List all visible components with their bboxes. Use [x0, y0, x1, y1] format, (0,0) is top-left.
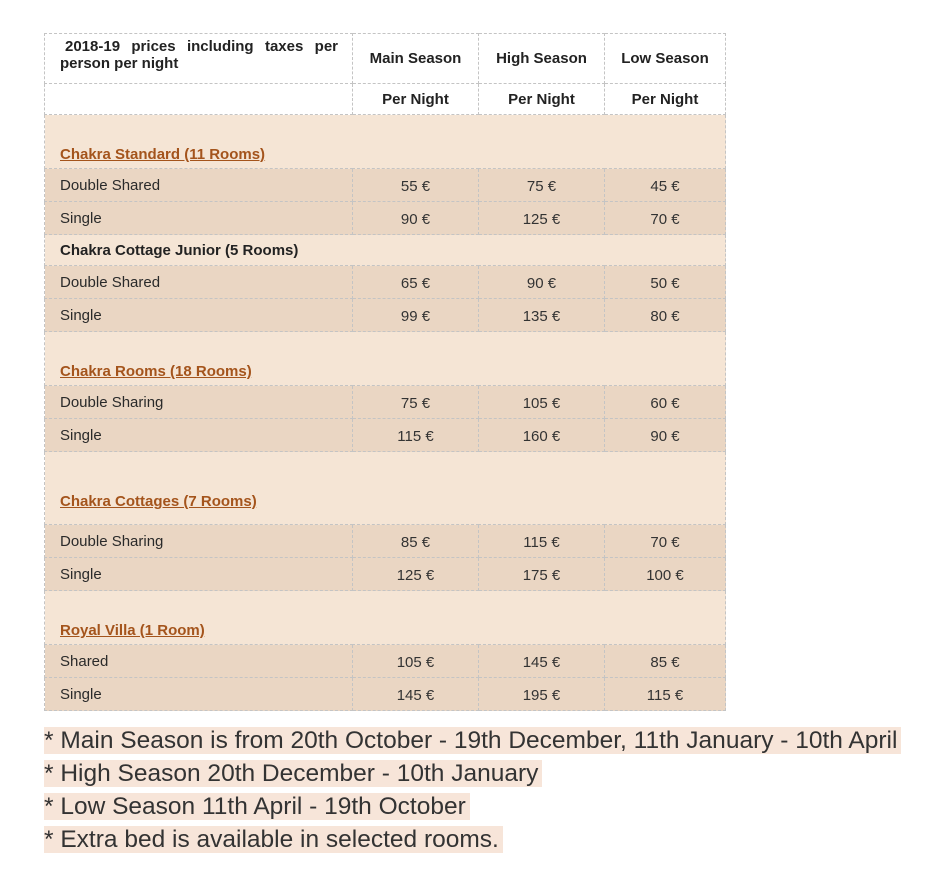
price-low-season: 80 €	[605, 299, 726, 332]
price-high-season: 90 €	[479, 266, 605, 299]
section-title-link[interactable]: Chakra Standard (11 Rooms)	[45, 115, 726, 169]
room-type-label: Double Sharing	[45, 386, 353, 419]
col-subheader-per-night: Per Night	[479, 84, 605, 115]
section-header-row	[45, 115, 726, 169]
price-main-season: 75 €	[353, 386, 479, 419]
price-main-season: 115 €	[353, 419, 479, 452]
price-high-season: 125 €	[479, 202, 605, 235]
price-low-season: 60 €	[605, 386, 726, 419]
table-row	[45, 645, 726, 678]
section-header-row	[45, 332, 726, 386]
price-main-season: 105 €	[353, 645, 479, 678]
table-row	[45, 266, 726, 299]
price-low-season: 45 €	[605, 169, 726, 202]
price-high-season: 195 €	[479, 678, 605, 711]
col-subheader-per-night: Per Night	[605, 84, 726, 115]
col-header-low-season: Low Season	[605, 34, 726, 84]
header-row-per-night	[45, 84, 726, 115]
price-main-season: 85 €	[353, 525, 479, 558]
table-row	[45, 558, 726, 591]
section-header-row	[45, 452, 726, 525]
section-title-link[interactable]: Chakra Cottages (7 Rooms)	[45, 452, 726, 525]
price-main-season: 90 €	[353, 202, 479, 235]
room-type-label: Single	[45, 299, 353, 332]
table-row	[45, 419, 726, 452]
note-line: * Extra bed is available in selected rooms.	[44, 823, 901, 856]
section-title: Chakra Cottage Junior (5 Rooms)	[45, 235, 726, 266]
price-table	[44, 33, 726, 711]
section-header-row	[45, 591, 726, 645]
room-type-label: Double Shared	[45, 266, 353, 299]
col-header-high-season: High Season	[479, 34, 605, 84]
col-header-main-season: Main Season	[353, 34, 479, 84]
section-header-row	[45, 235, 726, 266]
price-main-season: 125 €	[353, 558, 479, 591]
price-high-season: 115 €	[479, 525, 605, 558]
room-type-label: Single	[45, 419, 353, 452]
price-main-season: 99 €	[353, 299, 479, 332]
price-high-season: 175 €	[479, 558, 605, 591]
price-low-season: 70 €	[605, 202, 726, 235]
price-high-season: 160 €	[479, 419, 605, 452]
header-row-seasons	[45, 34, 726, 84]
room-type-label: Double Sharing	[45, 525, 353, 558]
table-row	[45, 525, 726, 558]
price-low-season: 115 €	[605, 678, 726, 711]
room-type-label: Single	[45, 558, 353, 591]
price-high-season: 105 €	[479, 386, 605, 419]
price-main-season: 145 €	[353, 678, 479, 711]
table-caption: 2018-19 prices including taxes per person per night	[45, 34, 353, 84]
section-title-link[interactable]: Chakra Rooms (18 Rooms)	[45, 332, 726, 386]
room-type-label: Single	[45, 678, 353, 711]
price-low-season: 90 €	[605, 419, 726, 452]
room-type-label: Shared	[45, 645, 353, 678]
note-line: * Main Season is from 20th October - 19th December, 11th January - 10th April	[44, 724, 901, 757]
price-high-season: 75 €	[479, 169, 605, 202]
room-type-label: Double Shared	[45, 169, 353, 202]
price-main-season: 55 €	[353, 169, 479, 202]
header-blank-cell	[45, 84, 353, 115]
price-high-season: 145 €	[479, 645, 605, 678]
col-subheader-per-night: Per Night	[353, 84, 479, 115]
table-row	[45, 299, 726, 332]
table-row	[45, 678, 726, 711]
price-low-season: 85 €	[605, 645, 726, 678]
note-line: * High Season 20th December - 10th January	[44, 757, 901, 790]
section-title-link[interactable]: Royal Villa (1 Room)	[45, 591, 726, 645]
price-low-season: 50 €	[605, 266, 726, 299]
price-main-season: 65 €	[353, 266, 479, 299]
price-low-season: 100 €	[605, 558, 726, 591]
price-low-season: 70 €	[605, 525, 726, 558]
season-notes	[44, 724, 901, 856]
table-row	[45, 386, 726, 419]
room-type-label: Single	[45, 202, 353, 235]
note-line: * Low Season 11th April - 19th October	[44, 790, 901, 823]
table-row	[45, 169, 726, 202]
price-high-season: 135 €	[479, 299, 605, 332]
table-row	[45, 202, 726, 235]
